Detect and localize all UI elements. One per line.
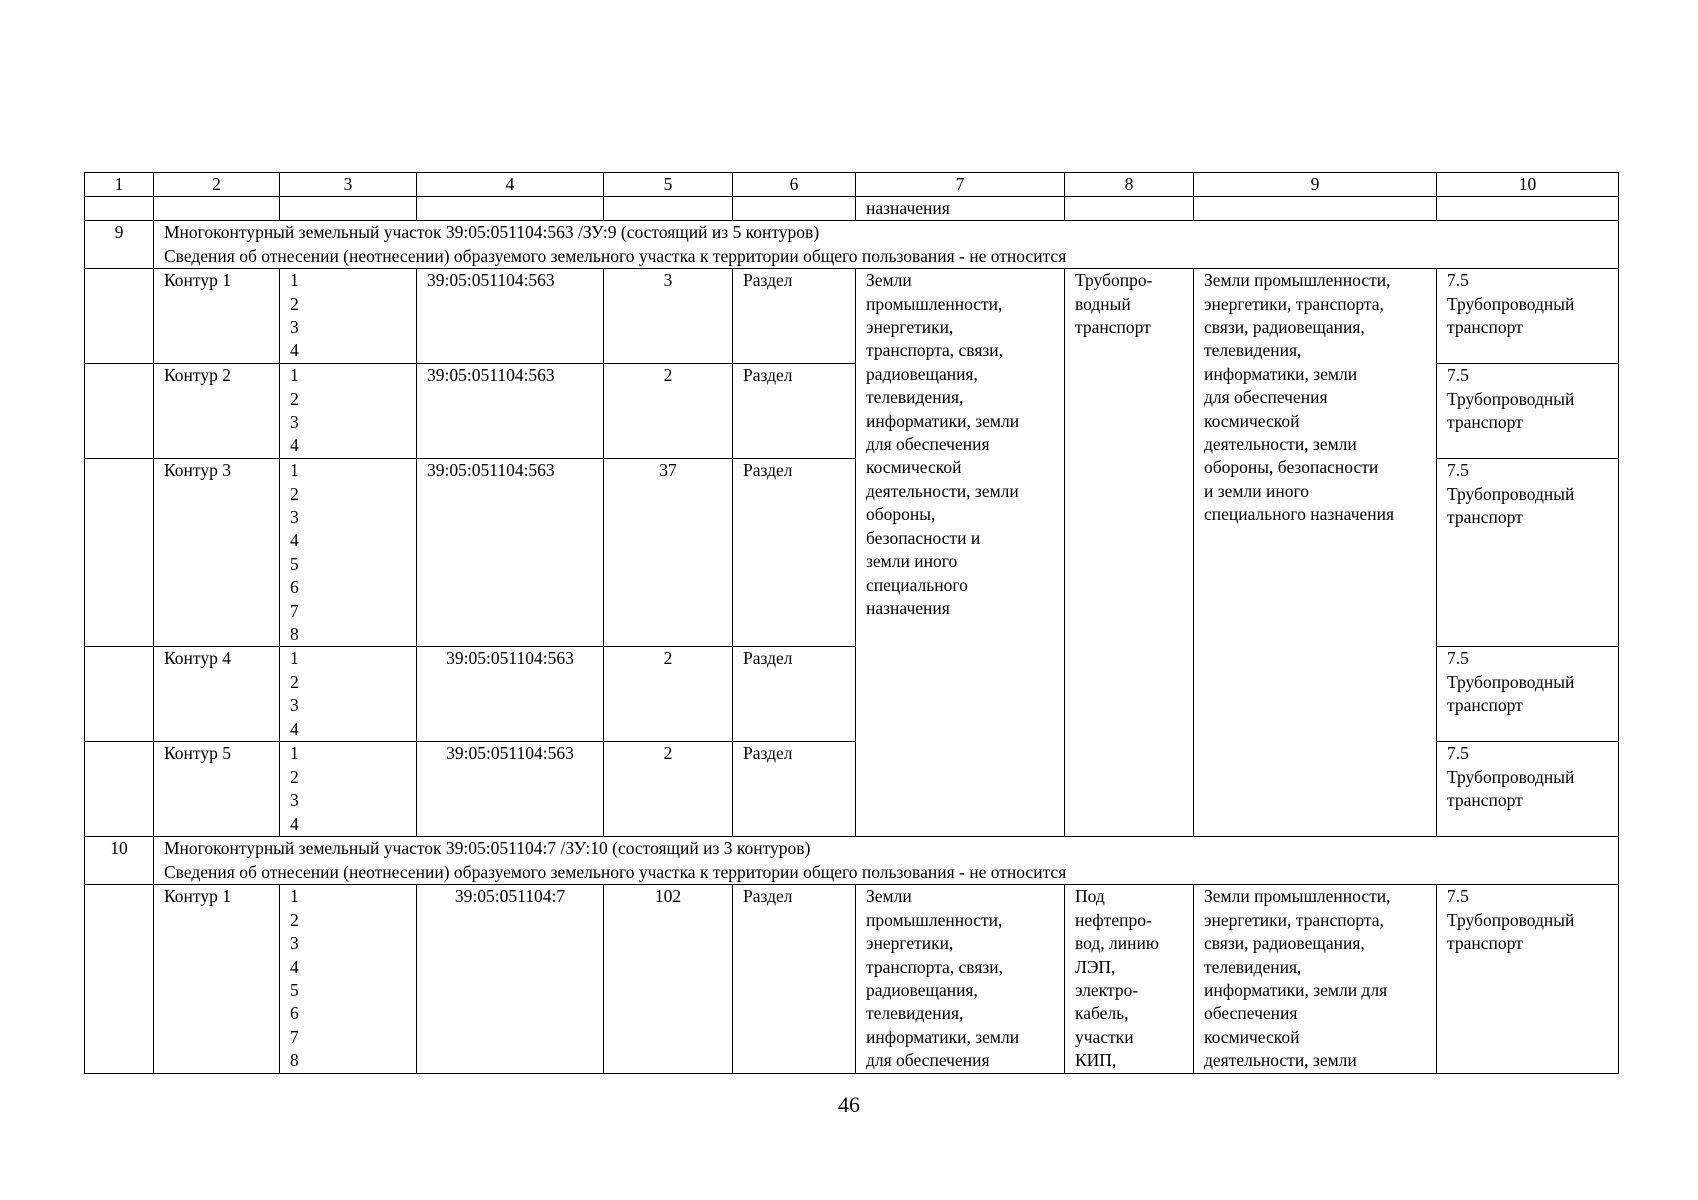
contour-name: Контур 5 <box>154 742 280 837</box>
section-number: 9 <box>85 221 154 269</box>
count-value: 2 <box>604 364 733 459</box>
section-note: Сведения об отнесении (неотнесении) образуемого земельного участка к территории общего пользования - не относится <box>164 861 1067 882</box>
section-header-row <box>85 837 1619 885</box>
section-header-row <box>85 221 1619 269</box>
column-number: 10 <box>1437 173 1619 197</box>
section-number: 10 <box>85 837 154 885</box>
cadastral-number: 39:05:051104:563 <box>417 459 604 647</box>
section-note: Сведения об отнесении (неотнесении) образуемого земельного участка к территории общего пользования - не относится <box>164 245 1067 266</box>
section-title-cell <box>154 837 1619 885</box>
method-value: Раздел <box>733 885 856 1073</box>
column-number: 6 <box>733 173 856 197</box>
purpose-cell: Трубопро- водный транспорт <box>1065 269 1194 837</box>
contour-name: Контур 3 <box>154 459 280 647</box>
column-number: 2 <box>154 173 280 197</box>
column-number: 5 <box>604 173 733 197</box>
point-list: 1 2 3 4 <box>280 647 417 742</box>
point-list: 1 2 3 4 <box>280 742 417 837</box>
method-value: Раздел <box>733 269 856 364</box>
use-code-cell: 7.5 Трубопроводный транспорт <box>1437 364 1619 459</box>
cadastral-number: 39:05:051104:563 <box>417 742 604 837</box>
use-code-cell: 7.5 Трубопроводный транспорт <box>1437 459 1619 647</box>
column-number: 8 <box>1065 173 1194 197</box>
section-title-cell <box>154 221 1619 269</box>
use-code-cell: 7.5 Трубопроводный транспорт <box>1437 647 1619 742</box>
cadastral-number: 39:05:051104:563 <box>417 364 604 459</box>
cadastral-number: 39:05:051104:563 <box>417 269 604 364</box>
land-plot-table <box>84 172 1619 1074</box>
contour-name: Контур 1 <box>154 269 280 364</box>
contour-row <box>85 885 1619 1073</box>
point-list: 1 2 3 4 <box>280 364 417 459</box>
method-value: Раздел <box>733 742 856 837</box>
point-list: 1 2 3 4 5 6 7 8 <box>280 885 417 1073</box>
column-number: 4 <box>417 173 604 197</box>
contour-name: Контур 2 <box>154 364 280 459</box>
cadastral-number: 39:05:051104:7 <box>417 885 604 1073</box>
count-value: 37 <box>604 459 733 647</box>
section-title: Многоконтурный земельный участок 39:05:051104:563 /ЗУ:9 (состоящий из 5 контуров) <box>164 222 820 243</box>
point-list: 1 2 3 4 <box>280 269 417 364</box>
use-code-cell: 7.5 Трубопроводный транспорт <box>1437 269 1619 364</box>
column-number: 1 <box>85 173 154 197</box>
land-category-cell: Земли промышленности, энергетики, транспорта, связи, радиовещания, телевидения, информатики, земли для обеспечения <box>856 885 1065 1073</box>
contour-row <box>85 269 1619 364</box>
use-code-cell: 7.5 Трубопроводный транспорт <box>1437 742 1619 837</box>
contour-name: Контур 4 <box>154 647 280 742</box>
continuation-row <box>85 197 1619 221</box>
land-category-full-cell: Земли промышленности, энергетики, транспорта, связи, радиовещания, телевидения, информатики, земли для обеспечения космической деятельности, земли обороны, безопасности и земли иного специального назначения <box>1194 269 1437 837</box>
page-number: 46 <box>838 1092 860 1117</box>
cadastral-number: 39:05:051104:563 <box>417 647 604 742</box>
count-value: 3 <box>604 269 733 364</box>
count-value: 2 <box>604 742 733 837</box>
purpose-cell: Под нефтепро- вод, линию ЛЭП, электро- кабель, участки КИП, <box>1065 885 1194 1073</box>
use-code-cell: 7.5 Трубопроводный транспорт <box>1437 885 1619 1073</box>
count-value: 102 <box>604 885 733 1073</box>
point-list: 1 2 3 4 5 6 7 8 <box>280 459 417 647</box>
method-value: Раздел <box>733 364 856 459</box>
land-category-full-cell: Земли промышленности, энергетики, транспорта, связи, радиовещания, телевидения, информатики, земли для обеспечения космической деятельности, земли <box>1194 885 1437 1073</box>
section-title: Многоконтурный земельный участок 39:05:051104:7 /ЗУ:10 (состоящий из 3 контуров) <box>164 838 811 859</box>
method-value: Раздел <box>733 459 856 647</box>
column-number: 9 <box>1194 173 1437 197</box>
column-number-row <box>85 173 1619 197</box>
count-value: 2 <box>604 647 733 742</box>
contour-name: Контур 1 <box>154 885 280 1073</box>
continuation-text: назначения <box>856 197 1065 221</box>
land-category-cell: Земли промышленности, энергетики, транспорта, связи, радиовещания, телевидения, информатики, земли для обеспечения космической деятельности, земли обороны, безопасности и земли иного специального назначения <box>856 269 1065 837</box>
column-number: 3 <box>280 173 417 197</box>
method-value: Раздел <box>733 647 856 742</box>
column-number: 7 <box>856 173 1065 197</box>
